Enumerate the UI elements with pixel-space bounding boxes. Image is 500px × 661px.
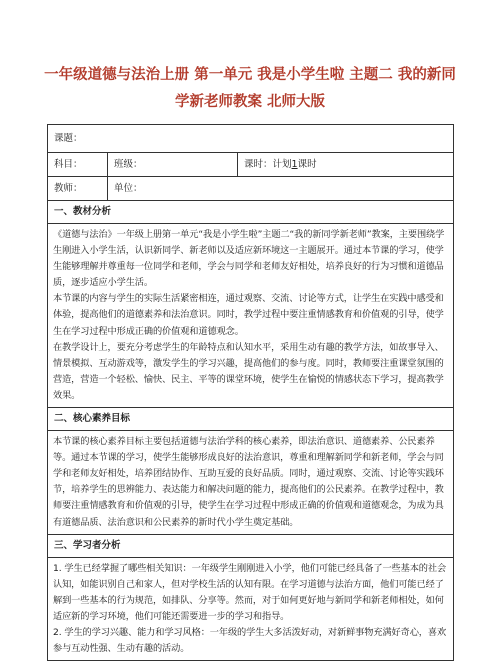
section-body	[48, 224, 454, 408]
subject-label-cell	[48, 153, 108, 177]
paragraph: 2. 学生的学习兴趣、能力和学习风格：一年级的学生大多活泼好动，对新鲜事物充满好奇心，喜欢参与互动性强、生动有趣的活动。	[53, 626, 447, 655]
section-heading: 三、学习者分析	[48, 534, 454, 557]
paragraph: 在教学设计上，要充分考虑学生的年龄特点和认知水平，采用生动有趣的教学方法，如故事导入、情景模拟、互动游戏等，激发学生的学习兴趣，提高他们的参与度。同时，教师要注重课堂氛围的营造，营造一个轻松、愉快、民主、平等的课堂环境，使学生在愉悦的情感状态下学习，提高教学效果。	[53, 341, 444, 401]
paragraph: 《道德与法治》一年级上册第一单元“我是小学生啦”主题二“我的新同学新老师”教案，主要围绕学生刚进入小学生活，认识新同学、新老师以及适应新环境这一主题展开。通过本节课的学习，使学生能够理解并尊重每一位同学和老师，学会与同学和老师友好相处，培养良好的行为习惯和道德品质，逐步适应小学生活。	[53, 229, 445, 289]
topic-label: 课题：	[54, 132, 83, 144]
paragraph: 1. 学生已经掌握了哪些相关知识：一年级学生刚刚进入小学，他们可能已经具备了一些基本的社会认知，如能识别自己和家人，但对学校生活的认知有限。在学习道德与法治方面，他们可能已经了解到一些基本的行为规范，如排队、分享等。然而，对于如何更好地与新同学和新老师相处，如何适应新的学习环境，他们可能还需要进一步的学习和指导。	[53, 562, 447, 622]
grade-label-cell	[108, 153, 238, 177]
document-title-line-1: 一年级道德与法治上册 第一单元 我是小学生啦 主题二 我的新同	[44, 67, 456, 83]
document-title-line-2: 学新老师教案 北师大版	[174, 94, 326, 110]
grade-label: 班级：	[114, 158, 143, 170]
teacher-label: 教师：	[54, 182, 83, 194]
document-title	[40, 62, 460, 116]
section-body	[48, 431, 454, 535]
paragraph: 本节课的内容与学生的实际生活紧密相连，通过观察、交流、讨论等方式，让学生在实践中感受和体验，提高他们的道德素养和法治意识。同时，教学过程中要注重情感教育和价值观的引导，使学生在学习过程中形成正确的价值观和道德观念。	[53, 293, 444, 337]
hours-label-suffix: 课时	[297, 158, 317, 170]
section-heading: 二、核心素养目标	[48, 408, 454, 431]
hours-value: 1	[291, 158, 298, 170]
unit-label-cell	[108, 177, 454, 201]
section-body	[48, 557, 454, 661]
hours-cell	[238, 153, 454, 177]
hours-label-prefix: 课时：计划	[244, 158, 292, 170]
lesson-plan-table	[47, 124, 454, 661]
subject-label: 科目：	[54, 158, 83, 170]
paragraph: 本节课的核心素养目标主要包括道德与法治学科的核心素养，即法治意识、道德素养、公民素养等。通过本节课的学习，使学生能够形成良好的法治意识，尊重和理解新同学和新老师，学会与同学和老师友好相处，培养团结协作、互助互爱的良好品质。同时，通过观察、交流、讨论等实践环节，培养学生的思辨能力、表达能力和解决问题的能力，提高他们的公民素养。在教学过程中，教师要注重情感教育和价值观的引导，使学生在学习过程中形成正确的价值观和道德观念，为成为具有道德品质、法治意识和公民素养的新时代小学生奠定基础。	[53, 436, 444, 528]
teacher-label-cell	[48, 177, 108, 201]
topic-cell	[48, 125, 454, 153]
unit-label: 单位：	[114, 182, 143, 194]
section-heading: 一、教材分析	[48, 201, 454, 224]
